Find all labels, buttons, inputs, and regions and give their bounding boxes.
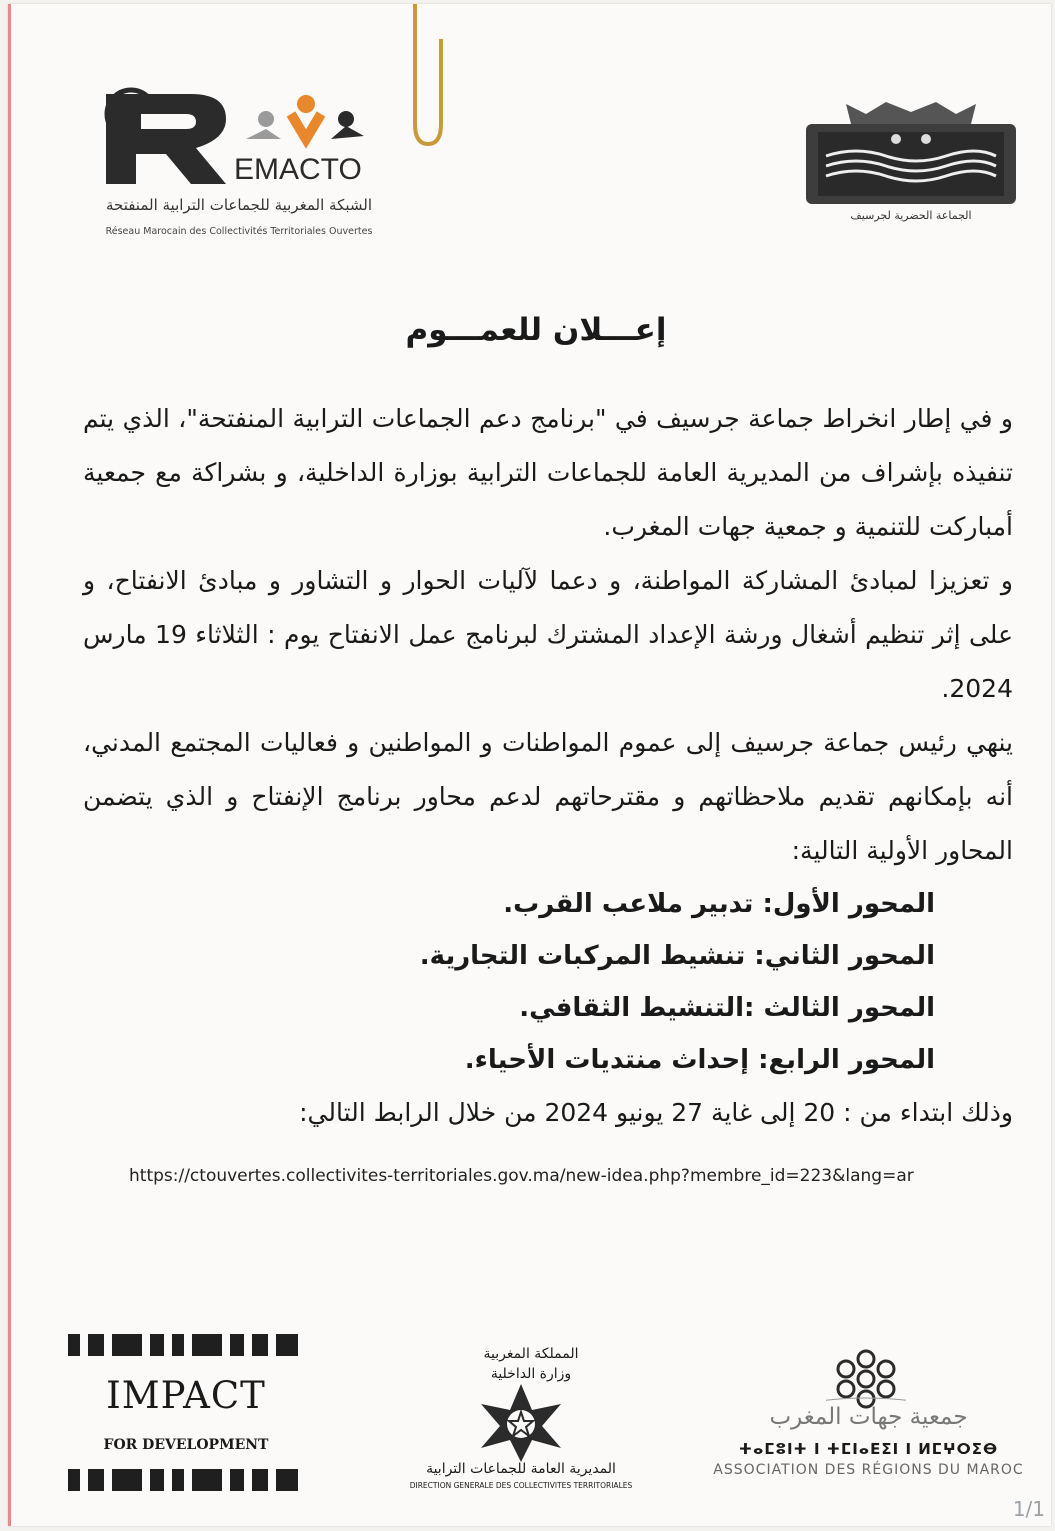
axis-item-2: المحور الثاني: تنشيط المركبات التجارية. [419,941,935,971]
remacto-subtitle-ar: الشبكة المغربية للجماعات الترابية المنفتحة [105,196,373,214]
paragraph-invitation: ينهي رئيس جماعة جرسيف إلى عموم المواطنات و المواطنين و فعاليات المجتمع المدني، أنه بإمكانهم تقديم ملاحظاتهم و مقترحاتهم لدعم محاور برنامج الإنفتاح و الذي يتضمن المحاور الأولية التالية: [83,728,1013,865]
dgct-star-icon [466,1382,576,1462]
dgct-header [441,1344,621,1384]
municipality-emblem [796,94,1026,224]
arm-name-fr: ASSOCIATION DES RÉGIONS DU MAROC [713,1462,1024,1478]
arm-name-tifinagh: ⵜⴰⵎⵓⵏⵜ ⵏ ⵜⵎⵏⴰⴹⵉⵏ ⵏ ⵍⵎⵖⵔⵉⴱ [738,1440,999,1458]
page-title: إعـــلان للعمـــوم [405,312,667,348]
dgct-kingdom: المملكة المغربية [483,1346,579,1362]
submission-link[interactable]: https://ctouvertes.collectivites-territoriales.gov.ma/new-idea.php?membre_id=223&lang=ar [129,1166,914,1186]
remacto-logo [96,84,416,244]
impact-subtitle: FOR DEVELOPMENT [103,1437,269,1453]
axis-item-3: المحور الثالث :التنشيط الثقافي. [519,993,935,1023]
arm-name-ar: جمعية جهات المغرب [769,1404,968,1430]
impact-title: IMPACT [106,1374,266,1417]
closing-sentence: وذلك ابتداء من : 20 إلى غاية 27 يونيو 2024 من خلال الرابط التالي: [299,1098,1013,1127]
emblem-caption: الجماعة الحضرية لجرسيف [850,209,972,222]
document-page [8,4,1051,1526]
paragraph-intro: و في إطار انخراط جماعة جرسيف في "برنامج دعم الجماعات الترابية المنفتحة"، الذي يتم تنفيذه بإشراف من المديرية العامة للجماعات الترابية بوزارة الداخلية، و بشراكة مع جمعية أمباركت للتنمية و جمعية جهات المغرب. [83,404,1013,541]
axis-item-1: المحور الأول: تدبير ملاعب القرب. [503,889,935,919]
dgct-name-fr: DIRECTION GENERALE DES COLLECTIVITES TERRITORIALES [409,1481,633,1490]
remacto-subtitle-fr: Réseau Marocain des Collectivités Territoriales Ouvertes [105,226,373,237]
dgct-name-ar: المديرية العامة للجماعات الترابية [426,1461,616,1477]
dgct-ministry: وزارة الداخلية [490,1366,572,1382]
remacto-wordmark: EMACTO [234,153,362,186]
axis-item-4: المحور الرابع: إحداث منتديات الأحياء. [464,1045,935,1075]
paragraph-context: و تعزيزا لمبادئ المشاركة المواطنة، و دعما لآليات الحوار و التشاور و مبادئ الانفتاح، و على إثر تنظيم أشغال ورشة الإعداد المشترك لبرنامج عمل الانفتاح يوم : الثلاثاء 19 مارس 2024. [83,566,1013,703]
announcement-body [83,392,1013,1140]
page-indicator: 1/1 [1012,1497,1045,1521]
paperclip-icon [403,4,463,154]
